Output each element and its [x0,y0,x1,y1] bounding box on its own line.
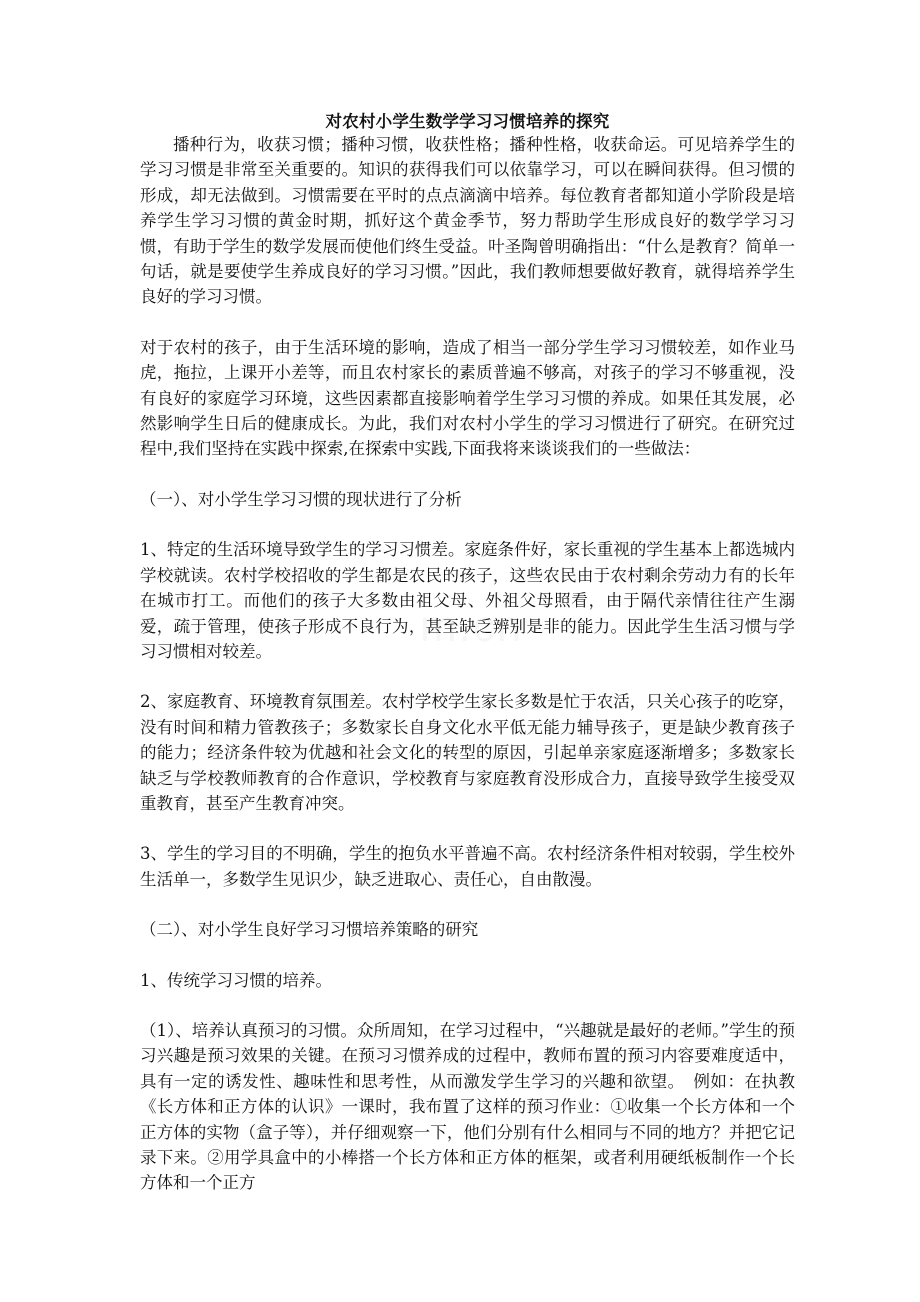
paragraph-point-3: 3、学生的学习目的不明确，学生的抱负水平普遍不高。农村经济条件相对较弱，学生校外生活单一，多数学生见识少，缺乏进取心、责任心，自由散漫。 [140,844,795,889]
paragraph-rural-children: 对于农村的孩子，由于生活环境的影响，造成了相当一部分学生学习习惯较差，如作业马虎，拖拉，上课开小差等，而且农村家长的素质普遍不够高，对孩子的学习不够重视，没有良好的家庭学习环境，这些因素都直接影响着学生学习习惯的养成。如果任其发展，必然影响学生日后的健康成长。为此，我们对农村小学生的学习习惯进行了研究。在研究过程中,我们坚持在实践中探索,在探索中实践,下面我将来谈谈我们的一些做法： [140,337,795,459]
section-heading-1: （一）、对小学生学习习惯的现状进行了分析 [140,489,462,509]
subsection-heading-1: 1、传统学习习惯的培养。 [140,970,332,990]
document-page [140,112,795,1196]
paragraph-point-1: 1、特定的生活环境导致学生的学习习惯差。家庭条件好，家长重视的学生基本上都选城内学校就读。农村学校招收的学生都是农民的孩子，这些农民由于农村剩余劳动力有的长年在城市打工。而他们的孩子大多数由祖父母、外祖父母照看，由于隔代亲情往往产生溺爱，疏于管理，使孩子形成不良行为，甚至缺乏辨别是非的能力。因此学生生活习惯与学习习惯相对较差。 [140,540,795,661]
paragraph-intro: 播种行为，收获习惯；播种习惯，收获性格；播种性格，收获命运。可见培养学生的学习习惯是非常至关重要的。知识的获得我们可以依靠学习，可以在瞬间获得。但习惯的形成，却无法做到。习惯需要在平时的点点滴滴中培养。每位教育者都知道小学阶段是培养学生学习习惯的黄金时期，抓好这个黄金季节，努力帮助学生形成良好的数学学习习惯，有助于学生的数学发展而使他们终生受益。叶圣陶曾明确指出：“什么是教育？简单一句话，就是要使学生养成良好的学习习惯。”因此，我们教师想要做好教育，就得培养学生良好的学习习惯。 [140,135,795,307]
document-title: 对农村小学生数学学习习惯培养的探究 [325,112,610,131]
paragraph-point-2: 2、家庭教育、环境教育氛围差。农村学校学生家长多数是忙于农活，只关心孩子的吃穿，没有时间和精力管教孩子；多数家长自身文化水平低无能力辅导孩子，更是缺少教育孩子的能力；经济条件较为优越和社会文化的转型的原因，引起单亲家庭逐渐增多；多数家长缺乏与学校教师教育的合作意识，学校教育与家庭教育没形成合力，直接导致学生接受双重教育，甚至产生教育冲突。 [140,692,795,813]
paragraph-preview-habit: （1）、培养认真预习的习惯。众所周知，在学习过程中，“兴趣就是最好的老师。”学生的预习兴趣是预习效果的关键。在预习习惯养成的过程中，教师布置的预习内容要难度适中，具有一定的诱发性、趣味性和思考性，从而激发学生学习的兴趣和欲望。 例如：在执教《长方体和正方体的认识》一课时，我布置了这样的预习作业：①收集一个长方体和一个正方体的实物（盒子等），并仔细观察一下，他们分别有什么相同与不同的地方？并把它记录下来。②用学具盒中的小棒搭一个长方体和正方体的框架，或者利用硬纸板制作一个长方体和一个正方 [140,1020,795,1193]
section-heading-2: （二）、对小学生良好学习习惯培养策略的研究 [140,920,479,940]
